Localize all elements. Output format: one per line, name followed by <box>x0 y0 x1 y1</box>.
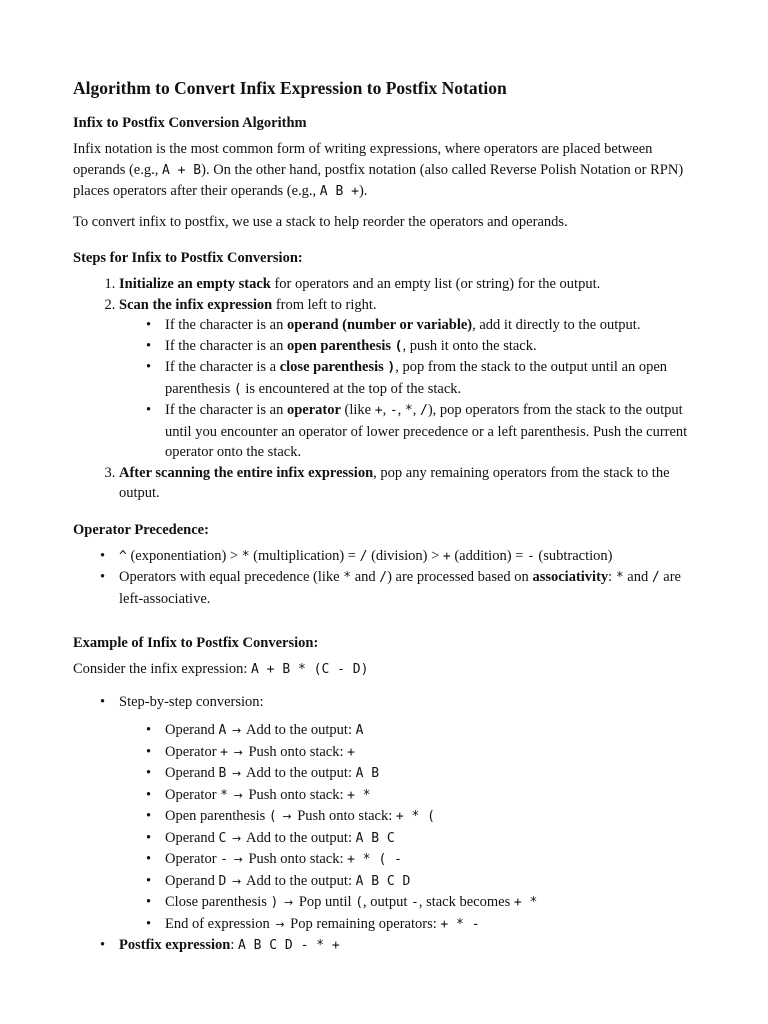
right-arrow-icon: → <box>233 745 243 759</box>
postfix-result-code: A B C D - * + <box>237 938 340 953</box>
precedence-list <box>73 546 698 610</box>
infix-example-code: A + B <box>161 162 202 178</box>
step-2: 2. Scan the infix expression from left to right. • If the character is an operand (number or variable), add it directly to the output. • If the character is an open parenthesis (, push it onto the stack. • If the character is a close parenthesis ), pop from the stack to the output until an open parenthesis ( is encountered at the top of the stack. • If the character is an operator (like +, -, *, /), pop operators from the stack to the output until you encounter an operator of lower precedence or a left parenthesis. Push the current operator onto the stack. <box>119 295 698 463</box>
example-list <box>73 692 698 957</box>
trace-row-close-paren: • Close parenthesis ) → Pop until (, output -, stack becomes + * <box>165 892 698 914</box>
trace-row: • Operator * → Push onto stack: + * <box>165 785 698 807</box>
trace-row: • Operand A → Add to the output: A <box>165 720 698 742</box>
rule-open-parenthesis: • If the character is an open parenthesis (, push it onto the stack. <box>165 336 698 358</box>
right-arrow-icon: → <box>233 788 243 802</box>
right-arrow-icon: → <box>282 810 292 823</box>
rule-close-parenthesis: • If the character is a close parenthesis ), pop from the stack to the output until an open parenthesis ( is encountered at the top of the stack. <box>165 357 698 400</box>
trace-row: • Operand B → Add to the output: A B <box>165 763 698 785</box>
right-arrow-icon: → <box>233 853 243 866</box>
right-arrow-icon: → <box>275 917 285 931</box>
page-title: Algorithm to Convert Infix Expression to Postfix Notation <box>73 78 507 98</box>
rule-operand: • If the character is an operand (number or variable), add it directly to the output. <box>165 315 698 336</box>
example-section <box>73 633 698 957</box>
steps-list <box>73 274 698 504</box>
right-arrow-icon: → <box>232 831 242 845</box>
right-arrow-icon: → <box>232 767 242 780</box>
intro-paragraph-2: To convert infix to postfix, we use a stack to help reorder the operators and operands. <box>73 213 568 230</box>
precedence-order: • ^ (exponentiation) > * (multiplication) = / (division) > + (addition) = - (subtraction) <box>119 546 698 568</box>
postfix-result: • Postfix expression: A B C D - * + <box>119 935 698 957</box>
trace-row: • Open parenthesis ( → Push onto stack: + * ( <box>165 806 698 828</box>
rule-operator: • If the character is an operator (like +, -, *, /), pop operators from the stack to the output until you encounter an operator of lower precedence or a left parenthesis. Push the current operator onto the stack. <box>165 400 698 463</box>
right-arrow-icon: → <box>232 874 242 888</box>
conversion-trace <box>119 720 698 935</box>
postfix-example-code: A B + <box>319 184 359 199</box>
trace-row: • Operand D → Add to the output: A B C D <box>165 871 698 893</box>
right-arrow-icon: → <box>283 896 294 909</box>
steps-section <box>73 248 698 504</box>
trace-row: • Operator - → Push onto stack: + * ( - <box>165 849 698 871</box>
trace-row: • Operand C → Add to the output: A B C <box>165 828 698 850</box>
intro-paragraph-1: Infix notation is the most common form of writing expressions, where operators are placed between operands (e.g., A + B). On the other hand, postfix notation (also called Reverse Polish Notation or RPN) places operators after their operands (e.g., A B +). <box>73 141 684 199</box>
associativity-note: • Operators with equal precedence (like * and /) are processed based on associativity: * and / are left-associative. <box>119 567 698 609</box>
trace-row: • Operator + → Push onto stack: + <box>165 742 698 764</box>
steps-heading: Steps for Infix to Postfix Conversion: <box>73 250 303 266</box>
intro-heading: Infix to Postfix Conversion Algorithm <box>73 115 307 131</box>
trace-row-end: • End of expression → Pop remaining operators: + * - <box>165 914 698 936</box>
step-2-rules <box>119 315 698 463</box>
step-by-step-item: • Step-by-step conversion: • Operand A → Add to the output: A • Operator + → Push onto stack: + • Operand B → Add to the output: A B • Operator * → Push onto stack: + * • Open parenthesis ( → Push onto stack: + * ( • Operand C → Add to the output: A B C • Operator - → Push onto stack: + * ( - • Operand D → Add to the output: A B C D • Close parenthesis ) → Pop until (, output -, stack becomes + * • End of expression → Pop remaining operators: + * - <box>119 692 698 936</box>
step-1: 1. Initialize an empty stack for operators and an empty list (or string) for the output. <box>119 274 698 295</box>
precedence-heading: Operator Precedence: <box>73 521 209 538</box>
step-3: 3. After scanning the entire infix expression, pop any remaining operators from the stack to the output. <box>119 463 698 504</box>
example-heading: Example of Infix to Postfix Conversion: <box>73 635 319 651</box>
example-expression: A + B * (C - D) <box>251 662 369 677</box>
example-expression-line: Consider the infix expression: A + B * (C - D) <box>73 661 369 677</box>
right-arrow-icon: → <box>232 724 242 737</box>
precedence-section <box>73 520 698 610</box>
